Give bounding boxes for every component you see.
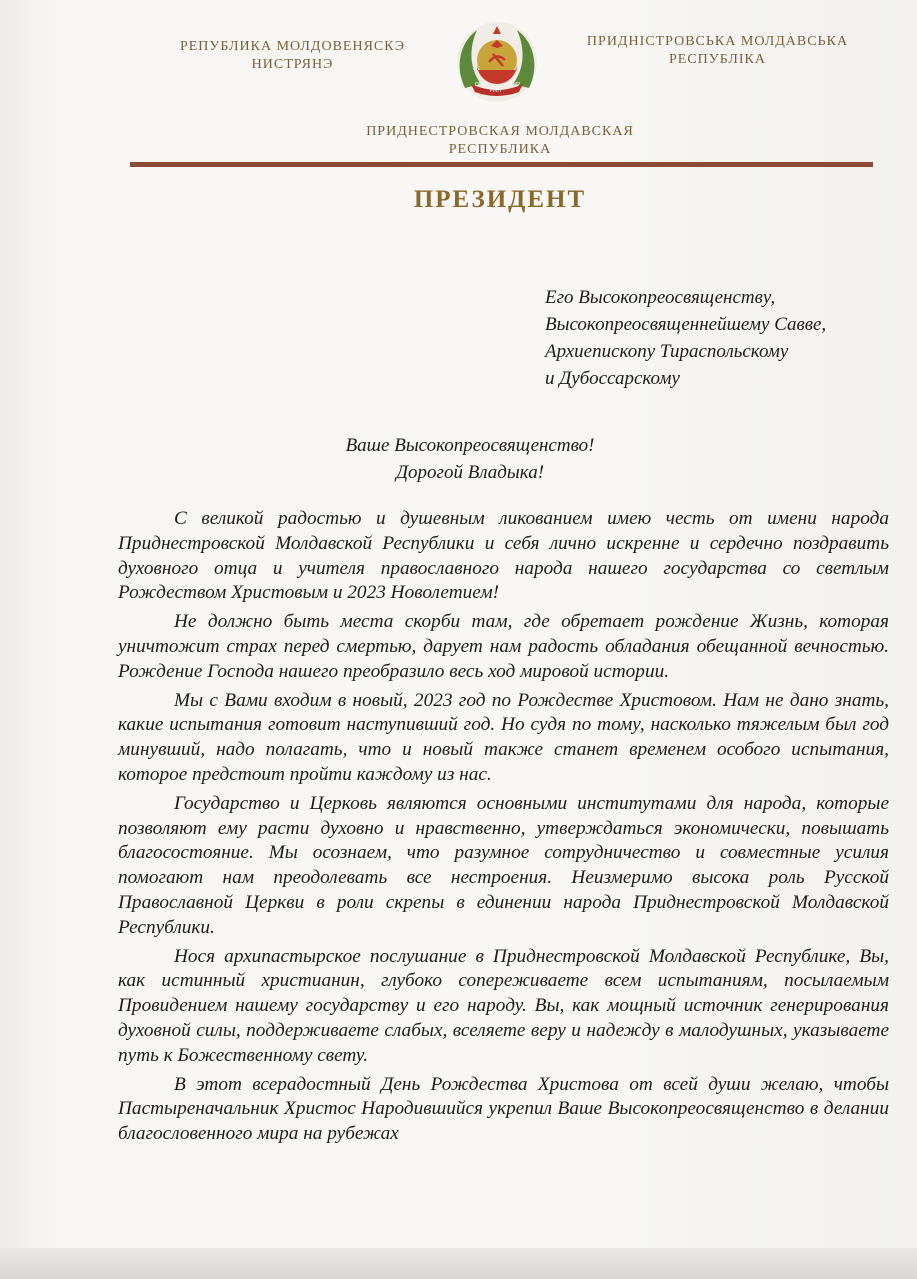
body-paragraph: Не должно быть места скорби там, где обретает рождение Жизнь, которая уничтожит страх перед смертью, дарует нам радость обладания обещанной вечностью. Рождение Господа нашего преобразило весь ход мировой истории.	[118, 611, 889, 682]
body-paragraph: Нося архипастырское послушание в Приднестровской Молдавской Республике, Вы, как истинный христианин, глубоко сопереживаете всем испытаниям, посылаемым Провидением нашему государству и его народу. Вы, как мощный источник генерирования духовной силы, поддерживаете слабых, вселяете веру и надежду в малодушных, указываете путь к Божественному свету.	[118, 945, 889, 1066]
addressee-line: и Дубоссарскому	[545, 368, 680, 389]
header-russian-line2: РЕСПУБЛИКА	[448, 142, 552, 157]
salutation-line: Дорогой Владыка!	[395, 462, 545, 483]
header-russian-line1: ПРИДНЕСТРОВСКАЯ МОЛДАВСКАЯ	[366, 124, 634, 139]
header-russian	[330, 123, 670, 159]
body-paragraph: Мы с Вами входим в новый, 2023 год по Рождестве Христовом. Нам не дано знать, какие испытания готовит наступивший год. Но судя по тому, насколько тяжелым был год минувший, надо полагать, что и новый также станет временем особого испытания, которое предстоит пройти каждому из нас.	[118, 689, 889, 785]
header-moldovan-line1: РЕПУБЛИКА МОЛДОВЕНЯСКЭ	[179, 39, 406, 54]
addressee-line: Его Высокопреосвященству,	[545, 287, 776, 308]
header-moldovan	[165, 38, 420, 74]
page-bottom-shadow	[0, 1248, 917, 1279]
addressee-line: Высокопреосвященнейшему Савве,	[545, 314, 827, 335]
addressee-block	[545, 284, 875, 392]
document-title: ПРЕЗИДЕНТ	[413, 186, 587, 213]
emblem-ribbon-center: РМН	[490, 88, 502, 94]
emblem-ribbon-left: ПМР	[475, 82, 487, 88]
body-paragraph: В этот всерадостный День Рождества Христова от всей души желаю, чтобы Пастыреначальник Христос Народившийся укрепил Ваше Высокопреосвященство в делании благословенного мира на рубежах	[118, 1073, 889, 1145]
addressee-line: Архиепископу Тираспольскому	[545, 341, 789, 362]
header-ukrainian-line1: ПРИДНІСТРОВСЬКА МОЛДАВСЬКА	[586, 34, 849, 49]
header-moldovan-line2: НИСТРЯНЭ	[251, 57, 334, 72]
body-paragraph: С великой радостью и душевным ликованием имею честь от имени народа Приднестровской Молдавской Республики и себя лично искренне и сердечно поздравить духовного отца и учителя православного народа нашего государства со светлым Рождеством Христовым и 2023 Новолетием!	[118, 508, 889, 604]
body-paragraph: Государство и Церковь являются основными институтами для народа, которые позволяют ему расти духовно и нравственно, утверждаться экономически, повышать благосостояние. Мы осознаем, что разумное сотрудничество и совместные усилия помогают нам преодолевать все нестроения. Неизмеримо высока роль Русской Православной Церкви в роли скрепы в единении народа Приднестровской Молдавской Республики.	[118, 792, 889, 938]
header-ukrainian	[570, 33, 865, 69]
letter-body	[118, 507, 889, 1151]
salutation-block	[260, 432, 680, 486]
coat-of-arms-emblem	[447, 18, 547, 106]
header-divider	[130, 162, 873, 167]
header-ukrainian-line2: РЕСПУБЛІКА	[669, 52, 766, 67]
emblem-ribbon-right: ПМР	[509, 82, 521, 88]
salutation-line: Ваше Высокопреосвященство!	[345, 435, 595, 456]
